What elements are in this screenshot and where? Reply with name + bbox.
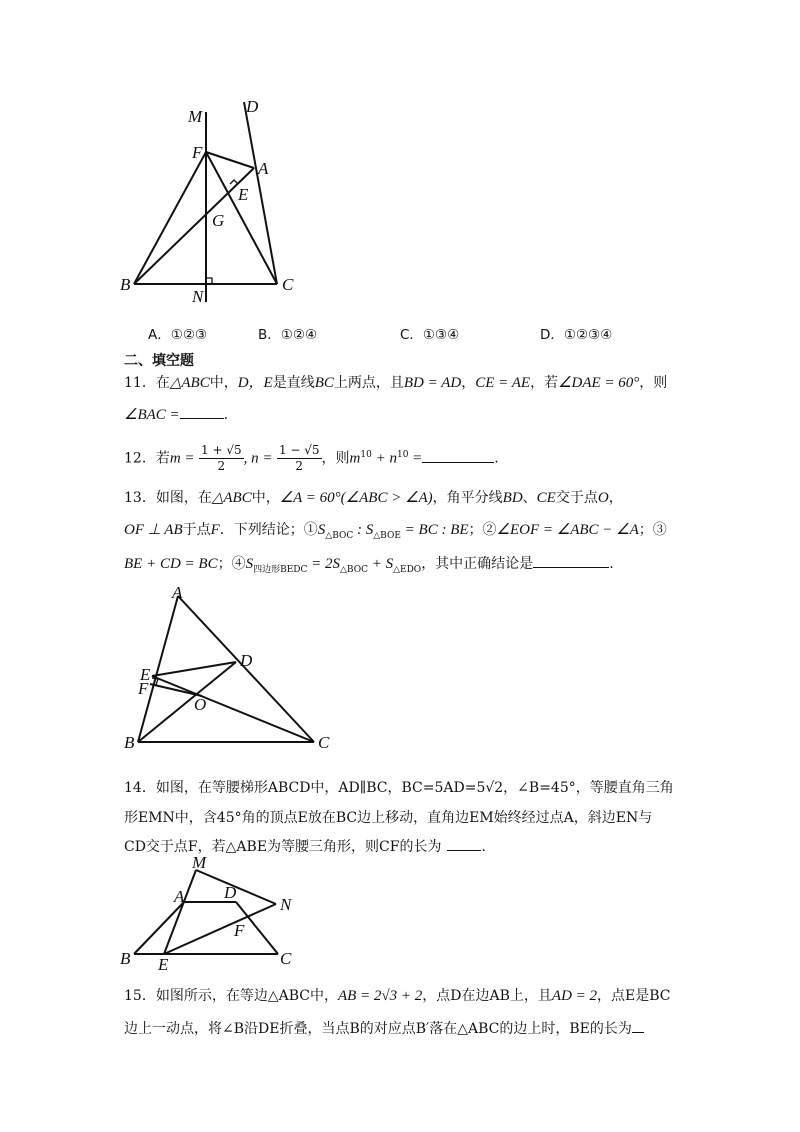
figure-2 <box>112 582 342 754</box>
option-a[interactable]: A．①②③ <box>148 327 208 343</box>
right-angle-e <box>230 180 238 184</box>
label-a: A <box>172 583 183 602</box>
line-dc <box>244 102 277 284</box>
label-f: F <box>234 921 245 940</box>
option-d[interactable]: D．①②③④ <box>540 327 613 343</box>
label-o: O <box>194 695 207 714</box>
option-b[interactable]: B．①②④ <box>258 327 318 343</box>
label-a: A <box>258 159 269 178</box>
label-a: A <box>174 887 185 906</box>
q13-line3: BE + CD = BC；$④S_{四边形BEDC} = 2S_{\triangle BOC} + S_{\triangle EDO}$，其中正确结论是 . <box>124 553 724 580</box>
segment-ed <box>152 662 236 676</box>
label-c: C <box>282 275 294 294</box>
q13-line2: OF ⊥ AB于点F．下列结论；$①S_{\triangle BOC}$ : $S_{\triangle BOE}$ = BC : BE；②∠EOF = ∠ABC − ∠A；③ <box>124 522 667 541</box>
q12-answer-blank[interactable] <box>422 448 494 463</box>
label-b: B <box>120 275 131 294</box>
q11-answer-blank[interactable] <box>180 404 224 419</box>
figure-2-svg <box>112 582 342 754</box>
label-m: M <box>192 853 207 872</box>
label-e: E <box>140 665 151 684</box>
m-fraction: $\frac{1 + √5}{2}$ <box>201 443 242 474</box>
q14-answer-blank[interactable] <box>447 836 481 851</box>
bisector-bd <box>138 662 236 742</box>
figure-3 <box>112 852 312 974</box>
figure-3-svg <box>112 852 312 974</box>
label-n: N <box>280 895 292 914</box>
q14-line1: 14．如图，在等腰梯形ABCD中，AD∥BC，BC=5AD=5√2，∠B=45°，等腰直角三角 <box>124 780 674 796</box>
q11-line1: 11．在△ABC中，D，E是直线BC上两点，且BD = AD，CE = AE，若∠DAE = 60°，则 <box>124 375 668 391</box>
q15-line1: 15．如图所示，在等边△ABC中，AB = 2√3 + 2，点D在边AB上，且AD = 2，点E是BC <box>124 988 671 1004</box>
side-ba <box>134 168 254 284</box>
bisector-ce <box>152 676 314 742</box>
label-d: D <box>246 97 259 116</box>
label-e: E <box>158 955 169 974</box>
label-m: M <box>188 107 203 126</box>
q15-answer-blank[interactable] <box>632 1018 644 1033</box>
label-g: G <box>212 211 225 230</box>
label-c: C <box>280 949 292 968</box>
q14-line3: CD交于点F，若△ABE为等腰三角形，则CF的长为 . <box>124 836 724 857</box>
figure-1-svg <box>112 92 312 312</box>
q13-line1: 13．如图，在△ABC中，∠A = 60°(∠ABC > ∠A)，角平分线BD、CE交于点O， <box>124 490 623 506</box>
side-bf <box>134 152 206 284</box>
label-d: D <box>224 883 237 902</box>
label-b: B <box>124 733 135 752</box>
label-f: F <box>192 143 203 162</box>
figure-1 <box>112 92 312 312</box>
n-fraction: $\frac{1 - √5}{2}$ <box>278 443 320 474</box>
label-b: B <box>120 949 131 968</box>
label-n: N <box>192 287 204 306</box>
q14-line2: 形EMN中，含45°角的顶点E放在BC边上移动，直角边EM始终经过点A，斜边EN与 <box>124 810 653 826</box>
q15-line2: 边上一动点，将∠B沿DE折叠，当点B的对应点B′落在△ABC的边上时，BE的长为 <box>124 1018 724 1039</box>
label-e: E <box>238 185 249 204</box>
q13-answer-blank[interactable] <box>533 553 609 568</box>
q12-line: 12．若m = $\frac{1 + √5}{2}$ , n = $\frac{1 - √5}{2}$ ，则$m^{10} + n^{10}$ = . <box>124 443 499 474</box>
section-title: 二、填空题 <box>124 353 194 369</box>
label-d: D <box>240 651 253 670</box>
option-c[interactable]: C．①③④ <box>400 327 460 343</box>
label-c: C <box>318 733 330 752</box>
side-ab <box>134 902 184 954</box>
q11-line2: ∠BAC = . <box>124 404 724 425</box>
label-f: F <box>138 679 149 698</box>
